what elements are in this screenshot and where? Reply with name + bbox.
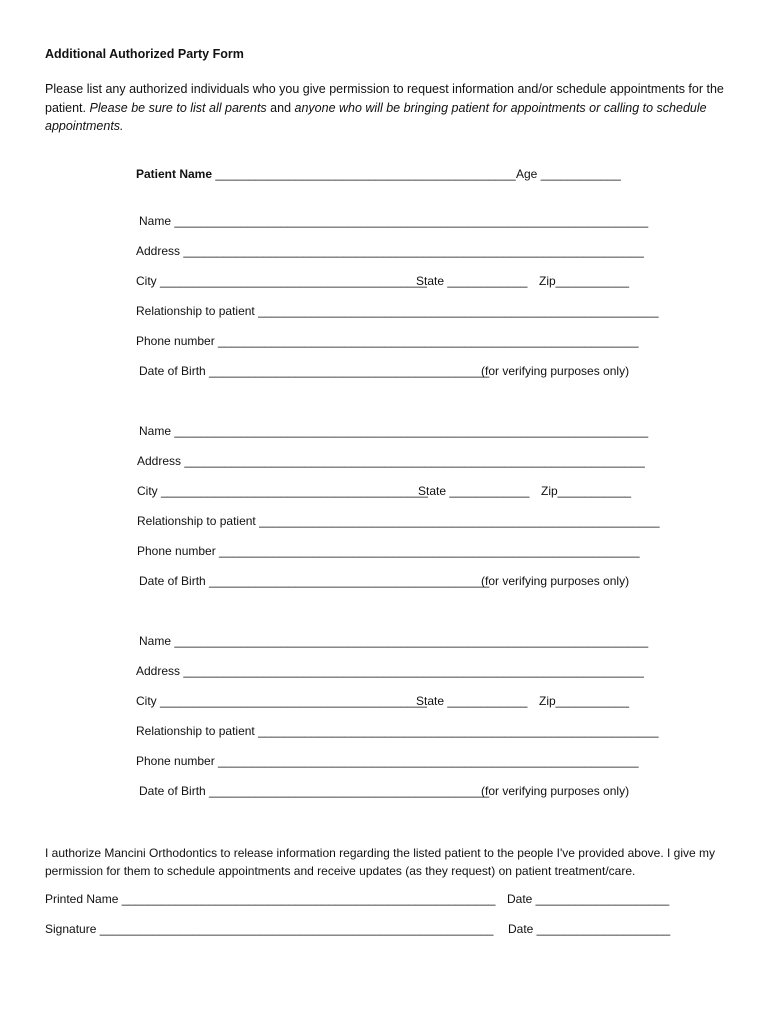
party-relationship-field[interactable]: Relationship to patient ____________________________________________________________	[136, 304, 659, 318]
party-dob-note: (for verifying purposes only)	[481, 364, 630, 378]
party-phone-field[interactable]: Phone number _______________________________________________________________	[136, 754, 639, 768]
signature-field[interactable]: Signature ___________________________________________________________	[45, 922, 494, 936]
patient-age-field[interactable]	[516, 167, 621, 181]
intro-emphasis-1: Please be sure to list all parents	[89, 100, 267, 115]
party-name-field[interactable]: Name _______________________________________________________________________	[139, 424, 649, 438]
party-dob-field[interactable]: Date of Birth __________________________________________	[139, 784, 490, 798]
authorization-statement: I authorize Mancini Orthodontics to release information regarding the listed patient to the people I've provided above. I give my permission for them to schedule appointments and receive updates (as they request) on patient treatment/care.	[45, 846, 716, 878]
age-label: Age	[516, 167, 538, 181]
party-zip-field[interactable]: Zip___________	[539, 274, 630, 288]
party-city-field[interactable]: City ________________________________________	[137, 484, 428, 498]
party-zip-field[interactable]: Zip___________	[541, 484, 632, 498]
party-relationship-field[interactable]: Relationship to patient ____________________________________________________________	[136, 724, 659, 738]
party-address-field[interactable]: Address _____________________________________________________________________	[136, 664, 644, 678]
patient-name-field[interactable]	[136, 167, 516, 181]
intro-text-2: and	[270, 100, 292, 115]
intro-paragraph	[45, 80, 735, 136]
party-dob-note: (for verifying purposes only)	[481, 574, 630, 588]
party-dob-note: (for verifying purposes only)	[481, 784, 630, 798]
intro-emphasis-2: anyone who will be bringing patient for appointments or calling to schedule appointments.	[45, 100, 707, 133]
party-state-field[interactable]: State ____________	[416, 274, 528, 288]
party-dob-field[interactable]: Date of Birth __________________________________________	[139, 364, 490, 378]
party-address-field[interactable]: Address _____________________________________________________________________	[136, 244, 644, 258]
party-name-field[interactable]: Name _______________________________________________________________________	[139, 214, 649, 228]
party-city-field[interactable]: City ________________________________________	[136, 694, 427, 708]
patient-name-label: Patient Name	[136, 167, 213, 181]
party-phone-field[interactable]: Phone number _______________________________________________________________	[136, 334, 639, 348]
party-address-field[interactable]: Address _____________________________________________________________________	[137, 454, 645, 468]
form-title: Additional Authorized Party Form	[45, 47, 244, 61]
party-name-field[interactable]: Name _______________________________________________________________________	[139, 634, 649, 648]
party-relationship-field[interactable]: Relationship to patient ____________________________________________________________	[137, 514, 660, 528]
age-line[interactable]: ____________	[540, 167, 621, 181]
party-city-field[interactable]: City ________________________________________	[136, 274, 427, 288]
printed-name-field[interactable]: Printed Name ________________________________________________________	[45, 892, 496, 906]
party-phone-field[interactable]: Phone number _______________________________________________________________	[137, 544, 640, 558]
signature-date-field[interactable]: Date ____________________	[508, 922, 671, 936]
party-dob-field[interactable]: Date of Birth __________________________________________	[139, 574, 490, 588]
patient-name-line[interactable]: _____________________________________________	[215, 167, 516, 181]
party-state-field[interactable]: State ____________	[416, 694, 528, 708]
party-state-field[interactable]: State ____________	[418, 484, 530, 498]
printed-name-date-field[interactable]: Date ____________________	[507, 892, 670, 906]
intro-text-1: Please list any authorized individuals who you give permission to request information and/or schedule appointments for the patient.	[45, 82, 724, 115]
party-zip-field[interactable]: Zip___________	[539, 694, 630, 708]
